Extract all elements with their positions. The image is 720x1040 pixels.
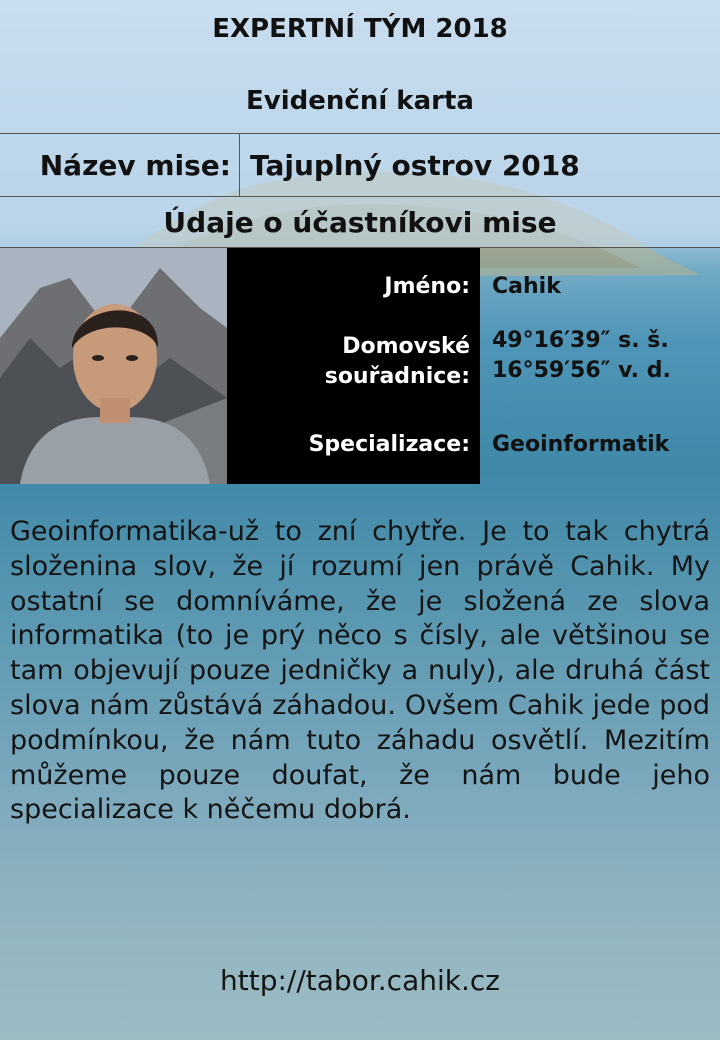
footer-url[interactable]: http://tabor.cahik.cz <box>220 964 500 997</box>
section-title: Údaje o účastníkovi mise <box>163 205 557 239</box>
name-value: Cahik <box>492 274 561 299</box>
coords-label-line2: souřadnice: <box>324 364 470 389</box>
participant-info-box <box>227 248 480 484</box>
specialization-value: Geoinformatik <box>492 432 670 457</box>
divider <box>239 133 240 197</box>
specialization-label: Specializace: <box>308 432 470 457</box>
mission-value: Tajuplný ostrov 2018 <box>250 148 580 182</box>
card-title: EXPERTNÍ TÝM 2018 <box>212 14 508 44</box>
divider <box>0 196 720 197</box>
card-subtitle: Evidenční karta <box>246 86 474 116</box>
participant-photo <box>0 248 227 484</box>
mission-label: Název mise: <box>39 148 231 182</box>
coords-label-line1: Domovské <box>342 334 470 359</box>
name-label: Jméno: <box>384 274 470 299</box>
coords-value-line2: 16°59′56″ v. d. <box>492 358 671 383</box>
coords-value-line1: 49°16′39″ s. š. <box>492 328 669 353</box>
description-text: Geoinformatika-už to zní chytře. Je to tak chytrá složenina slov, že jí rozumí jen právě Cahik. My ostatní se domníváme, že je složená ze slova informatika (to je prý něco s čísly, ale většinou se tam objevují pouze jedničky a nuly), ale druhá část slova nám zůstává záhadou. Ovšem Cahik jede pod podmínkou, že nám tuto záhadu osvětlí. Mezitím můžeme pouze doufat, že nám bude jeho specializace k něčemu dobrá. <box>10 516 710 826</box>
